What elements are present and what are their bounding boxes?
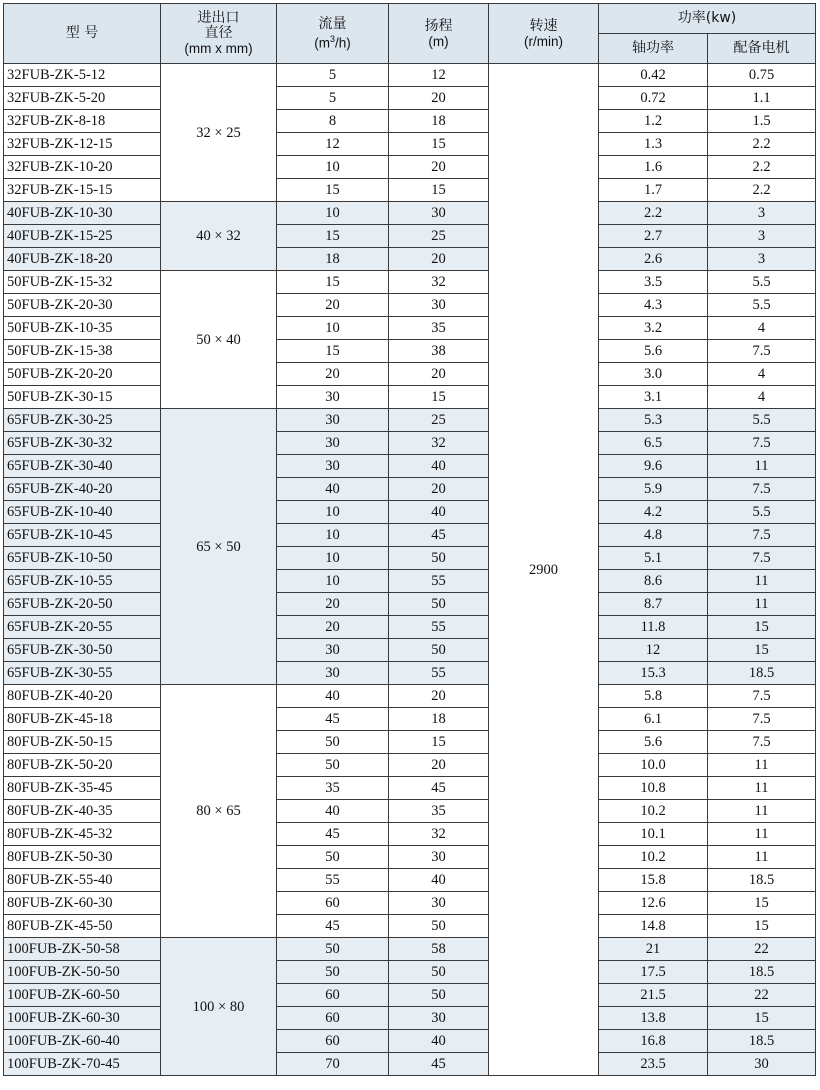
table-row (4, 823, 816, 846)
head-cell: 30 (389, 202, 489, 225)
motor-power-cell: 15 (708, 639, 816, 662)
table-row (4, 938, 816, 961)
diameter-cell: 32 × 25 (161, 64, 277, 202)
motor-power-cell: 7.5 (708, 685, 816, 708)
model-cell: 65FUB-ZK-30-55 (4, 662, 161, 685)
head-cell: 55 (389, 570, 489, 593)
head-cell: 50 (389, 984, 489, 1007)
shaft-power-cell: 10.1 (599, 823, 708, 846)
model-cell: 80FUB-ZK-45-50 (4, 915, 161, 938)
shaft-power-cell: 12.6 (599, 892, 708, 915)
motor-power-cell: 11 (708, 800, 816, 823)
motor-power-cell: 30 (708, 1053, 816, 1076)
model-cell: 65FUB-ZK-10-40 (4, 501, 161, 524)
motor-power-cell: 11 (708, 823, 816, 846)
motor-power-cell: 1.1 (708, 87, 816, 110)
shaft-power-cell: 6.1 (599, 708, 708, 731)
motor-power-cell: 5.5 (708, 409, 816, 432)
table-row (4, 294, 816, 317)
flow-cell: 30 (277, 639, 389, 662)
flow-cell: 30 (277, 386, 389, 409)
motor-power-cell: 18.5 (708, 662, 816, 685)
head-cell: 20 (389, 87, 489, 110)
table-row (4, 800, 816, 823)
head-cell: 18 (389, 708, 489, 731)
motor-power-cell: 18.5 (708, 1030, 816, 1053)
model-cell: 100FUB-ZK-50-58 (4, 938, 161, 961)
model-cell: 65FUB-ZK-10-50 (4, 547, 161, 570)
table-row (4, 225, 816, 248)
head-cell: 45 (389, 1053, 489, 1076)
table-row (4, 363, 816, 386)
table-row (4, 179, 816, 202)
shaft-power-cell: 1.3 (599, 133, 708, 156)
model-cell: 65FUB-ZK-30-32 (4, 432, 161, 455)
motor-power-cell: 4 (708, 386, 816, 409)
flow-cell: 30 (277, 662, 389, 685)
motor-power-cell: 7.5 (708, 478, 816, 501)
head-cell: 30 (389, 294, 489, 317)
model-cell: 100FUB-ZK-60-50 (4, 984, 161, 1007)
model-cell: 80FUB-ZK-50-20 (4, 754, 161, 777)
motor-power-cell: 5.5 (708, 271, 816, 294)
shaft-power-cell: 10.0 (599, 754, 708, 777)
motor-power-cell: 3 (708, 202, 816, 225)
table-row (4, 409, 816, 432)
model-cell: 65FUB-ZK-40-20 (4, 478, 161, 501)
shaft-power-cell: 11.8 (599, 616, 708, 639)
header-shaft-power: 轴功率 (599, 34, 708, 64)
shaft-power-cell: 0.42 (599, 64, 708, 87)
shaft-power-cell: 3.0 (599, 363, 708, 386)
flow-cell: 40 (277, 685, 389, 708)
head-cell: 32 (389, 823, 489, 846)
shaft-power-cell: 6.5 (599, 432, 708, 455)
shaft-power-cell: 3.1 (599, 386, 708, 409)
shaft-power-cell: 2.2 (599, 202, 708, 225)
motor-power-cell: 2.2 (708, 133, 816, 156)
head-cell: 15 (389, 133, 489, 156)
table-row (4, 271, 816, 294)
motor-power-cell: 7.5 (708, 524, 816, 547)
model-cell: 50FUB-ZK-15-32 (4, 271, 161, 294)
table-row (4, 386, 816, 409)
model-cell: 50FUB-ZK-20-30 (4, 294, 161, 317)
head-cell: 45 (389, 524, 489, 547)
motor-power-cell: 7.5 (708, 340, 816, 363)
header-model: 型 号 (4, 4, 161, 64)
flow-cell: 20 (277, 616, 389, 639)
table-row (4, 984, 816, 1007)
head-cell: 25 (389, 409, 489, 432)
table-row (4, 1007, 816, 1030)
model-cell: 65FUB-ZK-10-45 (4, 524, 161, 547)
head-cell: 40 (389, 501, 489, 524)
flow-cell: 70 (277, 1053, 389, 1076)
flow-cell: 5 (277, 64, 389, 87)
flow-cell: 8 (277, 110, 389, 133)
flow-cell: 60 (277, 1007, 389, 1030)
model-cell: 65FUB-ZK-20-50 (4, 593, 161, 616)
head-cell: 40 (389, 455, 489, 478)
diameter-cell: 50 × 40 (161, 271, 277, 409)
table-row (4, 593, 816, 616)
model-cell: 50FUB-ZK-30-15 (4, 386, 161, 409)
head-cell: 50 (389, 915, 489, 938)
head-cell: 50 (389, 639, 489, 662)
model-cell: 100FUB-ZK-70-45 (4, 1053, 161, 1076)
table-row (4, 248, 816, 271)
shaft-power-cell: 5.8 (599, 685, 708, 708)
shaft-power-cell: 2.7 (599, 225, 708, 248)
flow-cell: 40 (277, 478, 389, 501)
flow-cell: 15 (277, 340, 389, 363)
shaft-power-cell: 23.5 (599, 1053, 708, 1076)
model-cell: 32FUB-ZK-10-20 (4, 156, 161, 179)
motor-power-cell: 11 (708, 777, 816, 800)
header-motor-power: 配备电机 (708, 34, 816, 64)
header-power: 功率(kw) (599, 4, 816, 34)
head-cell: 15 (389, 731, 489, 754)
motor-power-cell: 7.5 (708, 708, 816, 731)
table-row (4, 1053, 816, 1076)
shaft-power-cell: 17.5 (599, 961, 708, 984)
model-cell: 40FUB-ZK-10-30 (4, 202, 161, 225)
flow-cell: 20 (277, 363, 389, 386)
head-cell: 20 (389, 754, 489, 777)
head-cell: 35 (389, 800, 489, 823)
shaft-power-cell: 13.8 (599, 1007, 708, 1030)
motor-power-cell: 2.2 (708, 156, 816, 179)
header-diameter: 进出口 直径 (mm x mm) (161, 4, 277, 64)
shaft-power-cell: 4.2 (599, 501, 708, 524)
motor-power-cell: 22 (708, 984, 816, 1007)
head-cell: 38 (389, 340, 489, 363)
diameter-cell: 100 × 80 (161, 938, 277, 1076)
motor-power-cell: 15 (708, 915, 816, 938)
motor-power-cell: 15 (708, 892, 816, 915)
head-cell: 55 (389, 662, 489, 685)
head-cell: 30 (389, 892, 489, 915)
shaft-power-cell: 4.8 (599, 524, 708, 547)
flow-cell: 60 (277, 984, 389, 1007)
shaft-power-cell: 4.3 (599, 294, 708, 317)
motor-power-cell: 4 (708, 317, 816, 340)
model-cell: 80FUB-ZK-40-20 (4, 685, 161, 708)
motor-power-cell: 11 (708, 455, 816, 478)
model-cell: 50FUB-ZK-20-20 (4, 363, 161, 386)
table-row (4, 869, 816, 892)
motor-power-cell: 5.5 (708, 294, 816, 317)
shaft-power-cell: 10.2 (599, 800, 708, 823)
motor-power-cell: 11 (708, 593, 816, 616)
model-cell: 80FUB-ZK-35-45 (4, 777, 161, 800)
diameter-cell: 80 × 65 (161, 685, 277, 938)
flow-cell: 10 (277, 570, 389, 593)
table-row (4, 777, 816, 800)
table-row (4, 202, 816, 225)
motor-power-cell: 15 (708, 1007, 816, 1030)
table-row (4, 317, 816, 340)
shaft-power-cell: 1.7 (599, 179, 708, 202)
model-cell: 32FUB-ZK-5-20 (4, 87, 161, 110)
shaft-power-cell: 9.6 (599, 455, 708, 478)
shaft-power-cell: 16.8 (599, 1030, 708, 1053)
shaft-power-cell: 5.9 (599, 478, 708, 501)
flow-cell: 15 (277, 225, 389, 248)
flow-cell: 60 (277, 1030, 389, 1053)
shaft-power-cell: 3.5 (599, 271, 708, 294)
model-cell: 50FUB-ZK-15-38 (4, 340, 161, 363)
model-cell: 65FUB-ZK-10-55 (4, 570, 161, 593)
shaft-power-cell: 1.2 (599, 110, 708, 133)
head-cell: 18 (389, 110, 489, 133)
flow-cell: 60 (277, 892, 389, 915)
table-header (4, 4, 816, 64)
shaft-power-cell: 5.6 (599, 731, 708, 754)
flow-cell: 45 (277, 823, 389, 846)
table-row (4, 501, 816, 524)
table-row (4, 432, 816, 455)
shaft-power-cell: 12 (599, 639, 708, 662)
table-row (4, 1030, 816, 1053)
head-cell: 20 (389, 248, 489, 271)
shaft-power-cell: 15.3 (599, 662, 708, 685)
shaft-power-cell: 14.8 (599, 915, 708, 938)
table-row (4, 133, 816, 156)
head-cell: 20 (389, 685, 489, 708)
head-cell: 50 (389, 547, 489, 570)
motor-power-cell: 5.5 (708, 501, 816, 524)
model-cell: 40FUB-ZK-15-25 (4, 225, 161, 248)
motor-power-cell: 15 (708, 616, 816, 639)
shaft-power-cell: 3.2 (599, 317, 708, 340)
head-cell: 32 (389, 432, 489, 455)
model-cell: 32FUB-ZK-8-18 (4, 110, 161, 133)
flow-cell: 50 (277, 846, 389, 869)
flow-cell: 30 (277, 432, 389, 455)
flow-cell: 15 (277, 271, 389, 294)
head-cell: 55 (389, 616, 489, 639)
table-row (4, 892, 816, 915)
table-row (4, 547, 816, 570)
flow-cell: 50 (277, 754, 389, 777)
motor-power-cell: 7.5 (708, 432, 816, 455)
model-cell: 65FUB-ZK-30-50 (4, 639, 161, 662)
flow-cell: 55 (277, 869, 389, 892)
head-cell: 35 (389, 317, 489, 340)
motor-power-cell: 11 (708, 754, 816, 777)
flow-cell: 30 (277, 455, 389, 478)
motor-power-cell: 11 (708, 570, 816, 593)
motor-power-cell: 18.5 (708, 869, 816, 892)
shaft-power-cell: 5.1 (599, 547, 708, 570)
motor-power-cell: 22 (708, 938, 816, 961)
head-cell: 15 (389, 179, 489, 202)
model-cell: 32FUB-ZK-15-15 (4, 179, 161, 202)
header-speed: 转速 (r/min) (489, 4, 599, 64)
flow-cell: 10 (277, 202, 389, 225)
flow-cell: 40 (277, 800, 389, 823)
table-body (4, 64, 816, 1076)
model-cell: 50FUB-ZK-10-35 (4, 317, 161, 340)
motor-power-cell: 7.5 (708, 731, 816, 754)
flow-cell: 10 (277, 156, 389, 179)
speed-cell: 2900 (489, 64, 599, 1076)
model-cell: 80FUB-ZK-50-15 (4, 731, 161, 754)
table-row (4, 915, 816, 938)
shaft-power-cell: 2.6 (599, 248, 708, 271)
model-cell: 40FUB-ZK-18-20 (4, 248, 161, 271)
flow-cell: 50 (277, 961, 389, 984)
table-row (4, 961, 816, 984)
diameter-cell: 65 × 50 (161, 409, 277, 685)
flow-cell: 20 (277, 593, 389, 616)
model-cell: 80FUB-ZK-50-30 (4, 846, 161, 869)
model-cell: 80FUB-ZK-45-18 (4, 708, 161, 731)
shaft-power-cell: 5.3 (599, 409, 708, 432)
shaft-power-cell: 10.8 (599, 777, 708, 800)
head-cell: 30 (389, 846, 489, 869)
motor-power-cell: 4 (708, 363, 816, 386)
head-cell: 45 (389, 777, 489, 800)
shaft-power-cell: 15.8 (599, 869, 708, 892)
flow-cell: 20 (277, 294, 389, 317)
table-row (4, 478, 816, 501)
shaft-power-cell: 5.6 (599, 340, 708, 363)
model-cell: 80FUB-ZK-45-32 (4, 823, 161, 846)
model-cell: 32FUB-ZK-5-12 (4, 64, 161, 87)
shaft-power-cell: 8.6 (599, 570, 708, 593)
shaft-power-cell: 1.6 (599, 156, 708, 179)
head-cell: 40 (389, 1030, 489, 1053)
head-cell: 25 (389, 225, 489, 248)
table-row (4, 616, 816, 639)
flow-cell: 45 (277, 915, 389, 938)
head-cell: 50 (389, 593, 489, 616)
model-cell: 100FUB-ZK-50-50 (4, 961, 161, 984)
flow-cell: 12 (277, 133, 389, 156)
head-cell: 40 (389, 869, 489, 892)
table-row (4, 110, 816, 133)
table-row (4, 662, 816, 685)
motor-power-cell: 11 (708, 846, 816, 869)
motor-power-cell: 0.75 (708, 64, 816, 87)
flow-cell: 50 (277, 938, 389, 961)
shaft-power-cell: 21.5 (599, 984, 708, 1007)
flow-cell: 5 (277, 87, 389, 110)
table-row (4, 685, 816, 708)
table-row (4, 524, 816, 547)
motor-power-cell: 1.5 (708, 110, 816, 133)
table-row (4, 156, 816, 179)
shaft-power-cell: 10.2 (599, 846, 708, 869)
table-row (4, 455, 816, 478)
flow-cell: 10 (277, 547, 389, 570)
model-cell: 32FUB-ZK-12-15 (4, 133, 161, 156)
model-cell: 80FUB-ZK-55-40 (4, 869, 161, 892)
flow-cell: 18 (277, 248, 389, 271)
flow-cell: 10 (277, 524, 389, 547)
flow-cell: 15 (277, 179, 389, 202)
head-cell: 20 (389, 363, 489, 386)
head-cell: 58 (389, 938, 489, 961)
head-cell: 50 (389, 961, 489, 984)
pump-spec-table (3, 3, 816, 1076)
model-cell: 80FUB-ZK-40-35 (4, 800, 161, 823)
table-row (4, 340, 816, 363)
diameter-cell: 40 × 32 (161, 202, 277, 271)
table-row (4, 731, 816, 754)
motor-power-cell: 18.5 (708, 961, 816, 984)
motor-power-cell: 2.2 (708, 179, 816, 202)
model-cell: 65FUB-ZK-30-25 (4, 409, 161, 432)
table-row (4, 570, 816, 593)
model-cell: 100FUB-ZK-60-30 (4, 1007, 161, 1030)
header-head: 扬程 (m) (389, 4, 489, 64)
motor-power-cell: 3 (708, 225, 816, 248)
motor-power-cell: 3 (708, 248, 816, 271)
table-row (4, 708, 816, 731)
model-cell: 80FUB-ZK-60-30 (4, 892, 161, 915)
flow-cell: 10 (277, 501, 389, 524)
head-cell: 15 (389, 386, 489, 409)
table-row (4, 846, 816, 869)
head-cell: 20 (389, 156, 489, 179)
table-row (4, 64, 816, 87)
shaft-power-cell: 0.72 (599, 87, 708, 110)
header-flow: 流量 $(m^3/h)$ (277, 4, 389, 64)
table-row (4, 87, 816, 110)
table-row (4, 639, 816, 662)
head-cell: 30 (389, 1007, 489, 1030)
flow-cell: 30 (277, 409, 389, 432)
shaft-power-cell: 8.7 (599, 593, 708, 616)
flow-cell: 35 (277, 777, 389, 800)
flow-cell: 45 (277, 708, 389, 731)
model-cell: 100FUB-ZK-60-40 (4, 1030, 161, 1053)
flow-cell: 10 (277, 317, 389, 340)
model-cell: 65FUB-ZK-20-55 (4, 616, 161, 639)
motor-power-cell: 7.5 (708, 547, 816, 570)
table-row (4, 754, 816, 777)
shaft-power-cell: 21 (599, 938, 708, 961)
flow-cell: 50 (277, 731, 389, 754)
head-cell: 32 (389, 271, 489, 294)
head-cell: 12 (389, 64, 489, 87)
head-cell: 20 (389, 478, 489, 501)
model-cell: 65FUB-ZK-30-40 (4, 455, 161, 478)
